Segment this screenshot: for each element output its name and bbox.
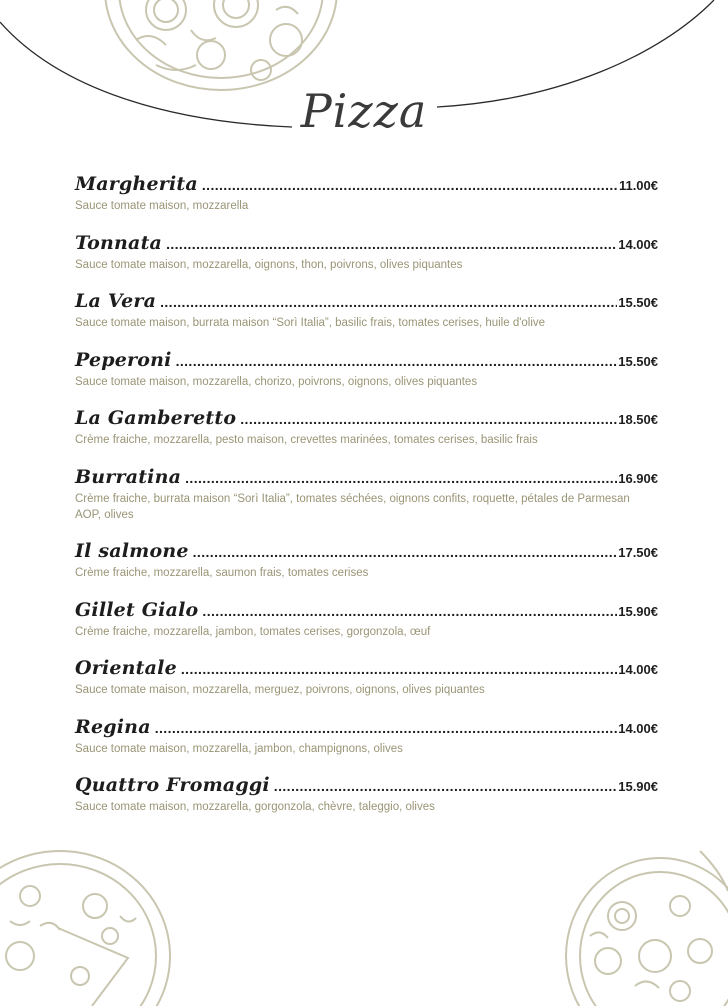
item-description: Sauce tomate maison, mozzarella, oignons, thon, poivrons, olives piquantes (75, 259, 463, 271)
leader-dots (274, 778, 617, 794)
item-price: 14.00€ (618, 721, 658, 736)
item-name: Margherita (75, 173, 198, 195)
leader-dots (155, 720, 618, 736)
page-title: Pizza (300, 84, 428, 138)
item-name: Quattro Fromaggi (75, 774, 270, 796)
leader-dots (240, 411, 617, 427)
leader-dots (193, 544, 618, 560)
menu-item (75, 774, 658, 815)
item-description: Sauce tomate maison, burrata maison “Sorì Italia”, basilic frais, tomates cerises, huile d'olive (75, 317, 546, 329)
item-name: Tonnata (75, 232, 163, 254)
leader-dots (166, 236, 617, 252)
leader-dots (185, 470, 617, 486)
item-price: 14.00€ (618, 662, 658, 677)
item-description: Crème fraiche, mozzarella, pesto maison, crevettes marinées, tomates cerises, basilic frais (75, 434, 538, 446)
item-price: 15.90€ (618, 779, 658, 794)
item-description: Crème fraiche, mozzarella, saumon frais, tomates cerises (75, 567, 369, 579)
leader-dots (202, 603, 617, 619)
item-name: Orientale (75, 657, 177, 679)
item-description: Sauce tomate maison, mozzarella, merguez, poivrons, oignons, olives piquantes (75, 684, 485, 696)
leader-dots (181, 661, 617, 677)
leader-dots (160, 294, 617, 310)
item-name: Regina (75, 716, 151, 738)
item-price: 17.50€ (618, 545, 658, 560)
item-name: Gillet Gialo (75, 599, 199, 621)
item-description: Crème fraiche, mozzarella, jambon, tomates cerises, gorgonzola, œuf (75, 626, 431, 638)
menu-item (75, 657, 658, 698)
item-name: Il salmone (75, 540, 189, 562)
menu-item (75, 349, 658, 390)
item-description: Crème fraiche, burrata maison “Sorì Italia”, tomates séchées, oignons confits, roquette, pétales de Parmesan AOP, olives (75, 493, 630, 521)
item-name: Peperoni (75, 349, 172, 371)
menu-item (75, 716, 658, 757)
item-name: Burratina (75, 466, 182, 488)
item-name: La Gamberetto (75, 407, 237, 429)
bottom-right-pizza-illustration (560, 846, 728, 1006)
item-description: Sauce tomate maison, mozzarella, chorizo, poivrons, oignons, olives piquantes (75, 376, 478, 388)
bottom-left-pizza-illustration (0, 846, 175, 1006)
menu-item (75, 407, 658, 448)
item-description: Sauce tomate maison, mozzarella, jambon, champignons, olives (75, 743, 403, 755)
item-description: Sauce tomate maison, mozzarella (75, 200, 249, 212)
item-price: 16.90€ (618, 471, 658, 486)
item-price: 18.50€ (618, 412, 658, 427)
leader-dots (176, 353, 618, 369)
leader-dots (202, 177, 618, 193)
item-price: 14.00€ (618, 237, 658, 252)
menu-item (75, 599, 658, 640)
menu-item (75, 290, 658, 331)
item-name: La Vera (75, 290, 157, 312)
menu-item (75, 173, 658, 214)
menu-item (75, 232, 658, 273)
item-price: 15.90€ (618, 604, 658, 619)
menu-item (75, 540, 658, 581)
item-price: 15.50€ (618, 354, 658, 369)
item-description: Sauce tomate maison, mozzarella, gorgonzola, chèvre, taleggio, olives (75, 801, 435, 813)
menu-item (75, 466, 658, 523)
item-price: 15.50€ (618, 295, 658, 310)
item-price: 11.00€ (618, 178, 658, 193)
